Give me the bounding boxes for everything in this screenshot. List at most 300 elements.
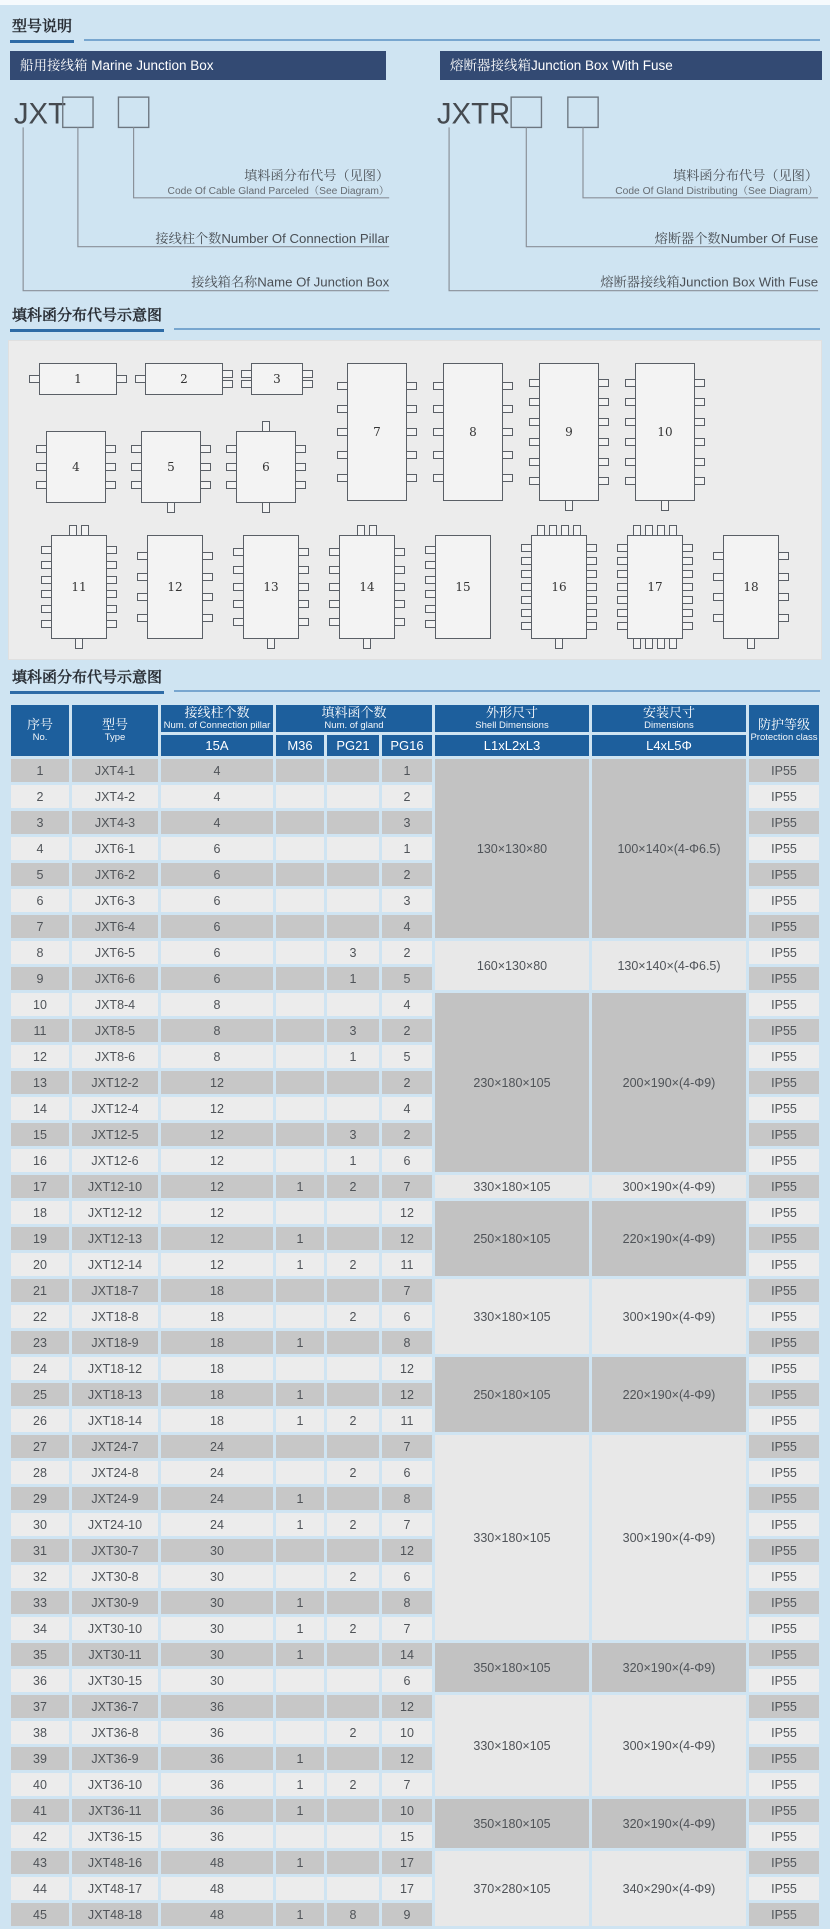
gland-tab (406, 382, 417, 390)
gland-tab (747, 638, 755, 649)
cell-protection-class: IP55 (749, 1773, 819, 1796)
cell-pg16: 9 (382, 1903, 432, 1926)
cell-protection-class: IP55 (749, 863, 819, 886)
cell-no: 45 (11, 1903, 69, 1926)
marine-junction-box-bar: 船用接线箱 Marine Junction Box (10, 51, 386, 80)
cell-protection-class: IP55 (749, 1721, 819, 1744)
cell-pg16: 17 (382, 1877, 432, 1900)
gland-tab (586, 596, 597, 604)
cell-no: 44 (11, 1877, 69, 1900)
cell-pg16: 7 (382, 1175, 432, 1198)
gland-box-row-2 (21, 421, 321, 513)
gland-tab (106, 546, 117, 554)
gland-box-15 (425, 525, 501, 649)
cell-type: JXT36-10 (72, 1773, 158, 1796)
gland-box-2 (135, 353, 233, 405)
col-header-gland: 填料函个数 Num. of gland (276, 705, 432, 732)
cell-shell-dimensions: 350×180×105 (435, 1643, 589, 1692)
gland-tab (302, 370, 313, 378)
gland-box-body: 10 (635, 363, 695, 501)
gland-tab (298, 548, 309, 556)
cell-15a: 24 (161, 1513, 273, 1536)
gland-box-body: 4 (46, 431, 106, 503)
cell-type: JXT24-8 (72, 1461, 158, 1484)
cell-15a: 30 (161, 1643, 273, 1666)
cell-shell-dimensions: 370×280×105 (435, 1851, 589, 1926)
cell-type: JXT6-2 (72, 863, 158, 886)
cell-protection-class: IP55 (749, 1851, 819, 1874)
cell-no: 6 (11, 889, 69, 912)
gland-box-body: 14 (339, 535, 395, 639)
cell-15a: 12 (161, 1201, 273, 1224)
cell-pg16: 11 (382, 1409, 432, 1432)
jxt-code-diagram (8, 80, 397, 298)
cell-15a: 6 (161, 941, 273, 964)
gland-tab (586, 622, 597, 630)
model-section-title (10, 15, 820, 43)
gland-tab (502, 451, 513, 459)
cell-protection-class: IP55 (749, 1539, 819, 1562)
cell-type: JXT6-5 (72, 941, 158, 964)
cell-15a: 36 (161, 1721, 273, 1744)
cell-shell-dimensions: 330×180×105 (435, 1175, 589, 1198)
jxtr-code-diagram (431, 80, 822, 298)
cell-pg21 (327, 759, 379, 782)
cell-pg16: 12 (382, 1357, 432, 1380)
gland-tab (694, 458, 705, 466)
cell-pg16: 6 (382, 1565, 432, 1588)
cell-type: JXT30-10 (72, 1617, 158, 1640)
cell-m36 (276, 1357, 324, 1380)
cell-m36 (276, 967, 324, 990)
cell-type: JXT30-7 (72, 1539, 158, 1562)
cell-type: JXT24-9 (72, 1487, 158, 1510)
cell-shell-dimensions: 130×130×80 (435, 759, 589, 938)
gland-tab (202, 552, 213, 560)
cell-protection-class: IP55 (749, 1071, 819, 1094)
cell-no: 23 (11, 1331, 69, 1354)
gland-tab (298, 566, 309, 574)
cell-pg21 (327, 1877, 379, 1900)
cell-pg21 (327, 915, 379, 938)
table-row (11, 759, 819, 782)
gland-tab (406, 451, 417, 459)
cell-protection-class: IP55 (749, 1799, 819, 1822)
cell-pg21 (327, 1279, 379, 1302)
cell-15a: 36 (161, 1825, 273, 1848)
cell-pg16: 14 (382, 1643, 432, 1666)
cell-m36 (276, 837, 324, 860)
pillar-count-label: 接线柱个数Number Of Connection Pillar (155, 230, 390, 246)
gland-tab (202, 614, 213, 622)
cell-mount-dimensions: 130×140×(4-Φ6.5) (592, 941, 746, 990)
gland-box-body: 7 (347, 363, 407, 501)
gland-tab (406, 428, 417, 436)
cell-m36 (276, 915, 324, 938)
gland-tab (586, 570, 597, 578)
gland-box-10 (625, 353, 705, 511)
cell-m36: 1 (276, 1513, 324, 1536)
cell-pg16: 2 (382, 785, 432, 808)
panel-header-bars (8, 51, 822, 80)
table-row (11, 993, 819, 1016)
cell-no: 13 (11, 1071, 69, 1094)
cell-pg16: 4 (382, 1097, 432, 1120)
cell-type: JXT12-5 (72, 1123, 158, 1146)
cell-no: 11 (11, 1019, 69, 1042)
gland-code-label-en: Code Of Cable Gland Parceled（See Diagram） (167, 185, 390, 197)
cell-mount-dimensions: 300×190×(4-Φ9) (592, 1435, 746, 1640)
cell-pg21 (327, 1643, 379, 1666)
gland-tab (778, 573, 789, 581)
gland-box-3 (241, 353, 313, 405)
cell-type: JXT48-17 (72, 1877, 158, 1900)
cell-m36: 1 (276, 1851, 324, 1874)
cell-m36: 1 (276, 1227, 324, 1250)
cell-pg16: 8 (382, 1331, 432, 1354)
gland-tab (298, 600, 309, 608)
gland-tab (167, 502, 175, 513)
gland-tab (222, 370, 233, 378)
jxt-code: JXT (13, 97, 66, 131)
cell-15a: 18 (161, 1279, 273, 1302)
gland-tab (106, 620, 117, 628)
cell-15a: 18 (161, 1305, 273, 1328)
cell-type: JXT4-1 (72, 759, 158, 782)
cell-m36 (276, 1149, 324, 1172)
gland-box-1 (29, 353, 127, 405)
gland-layout-diagram (8, 340, 822, 660)
gland-box-5 (131, 421, 211, 513)
cell-protection-class: IP55 (749, 1565, 819, 1588)
cell-15a: 18 (161, 1357, 273, 1380)
cell-type: JXT48-16 (72, 1851, 158, 1874)
cell-m36 (276, 1565, 324, 1588)
cell-pg21: 1 (327, 1149, 379, 1172)
cell-protection-class: IP55 (749, 1383, 819, 1406)
cell-m36 (276, 1097, 324, 1120)
title-rule (174, 328, 820, 330)
section-title-text: 型号说明 (10, 15, 74, 43)
gland-tab (586, 583, 597, 591)
cell-15a: 12 (161, 1227, 273, 1250)
cell-protection-class: IP55 (749, 1643, 819, 1666)
cell-type: JXT36-9 (72, 1747, 158, 1770)
cell-15a: 18 (161, 1409, 273, 1432)
cell-no: 38 (11, 1721, 69, 1744)
cell-type: JXT6-6 (72, 967, 158, 990)
gland-box-4 (36, 421, 116, 513)
cell-type: JXT12-2 (72, 1071, 158, 1094)
cell-pg21 (327, 1201, 379, 1224)
cell-15a: 6 (161, 837, 273, 860)
cell-pg21: 2 (327, 1513, 379, 1536)
cell-15a: 8 (161, 1019, 273, 1042)
cell-protection-class: IP55 (749, 941, 819, 964)
gland-tab (682, 570, 693, 578)
gland-tab (682, 557, 693, 565)
gland-tab (267, 638, 275, 649)
col-header-mount: 安装尺寸 Dimensions (592, 705, 746, 732)
subcol-pg21: PG21 (327, 735, 379, 756)
cell-m36: 1 (276, 1409, 324, 1432)
cell-pg21 (327, 1747, 379, 1770)
cell-pg16: 3 (382, 811, 432, 834)
cell-protection-class: IP55 (749, 1487, 819, 1510)
cell-type: JXT18-12 (72, 1357, 158, 1380)
cell-protection-class: IP55 (749, 1461, 819, 1484)
cell-mount-dimensions: 300×190×(4-Φ9) (592, 1279, 746, 1354)
cell-no: 15 (11, 1123, 69, 1146)
table-row (11, 1357, 819, 1380)
cell-no: 26 (11, 1409, 69, 1432)
gland-tab (694, 379, 705, 387)
cell-pg16: 4 (382, 915, 432, 938)
cell-15a: 30 (161, 1591, 273, 1614)
cell-no: 5 (11, 863, 69, 886)
cell-protection-class: IP55 (749, 759, 819, 782)
cell-15a: 12 (161, 1149, 273, 1172)
gland-tab (502, 474, 513, 482)
cell-shell-dimensions: 330×180×105 (435, 1435, 589, 1640)
gland-tab (295, 463, 306, 471)
cell-protection-class: IP55 (749, 1149, 819, 1172)
gland-tab (598, 398, 609, 406)
cell-15a: 48 (161, 1851, 273, 1874)
gland-code-label-zh: 填料函分布代号（见图） (673, 168, 819, 184)
gland-box-12 (137, 525, 213, 649)
cell-m36 (276, 811, 324, 834)
cell-mount-dimensions: 300×190×(4-Φ9) (592, 1175, 746, 1198)
cell-pg21: 3 (327, 1123, 379, 1146)
cell-pg16: 2 (382, 1019, 432, 1042)
cell-pg21 (327, 1591, 379, 1614)
cell-15a: 48 (161, 1877, 273, 1900)
cell-m36 (276, 1045, 324, 1068)
cell-m36 (276, 993, 324, 1016)
gland-box-body: 15 (435, 535, 491, 639)
gland-box-body: 18 (723, 535, 779, 639)
cell-15a: 6 (161, 915, 273, 938)
cell-15a: 12 (161, 1175, 273, 1198)
table-row (11, 1175, 819, 1198)
gland-tab (106, 590, 117, 598)
jxtr-code: JXTR (436, 97, 511, 131)
cell-15a: 12 (161, 1097, 273, 1120)
gland-tab (200, 481, 211, 489)
cell-15a: 36 (161, 1695, 273, 1718)
cell-m36: 1 (276, 1799, 324, 1822)
gland-box-9 (529, 353, 609, 511)
gland-tab (200, 463, 211, 471)
table-section-title (10, 666, 820, 694)
gland-tab (105, 481, 116, 489)
cell-pg21 (327, 1383, 379, 1406)
cell-no: 14 (11, 1097, 69, 1120)
title-rule (84, 39, 820, 41)
table-row (11, 1643, 819, 1666)
box-name-label: 接线箱名称Name Of Junction Box (191, 274, 390, 290)
gland-tab (598, 379, 609, 387)
gland-box-body: 1 (39, 363, 117, 395)
table-row (11, 1695, 819, 1718)
gland-tab (202, 573, 213, 581)
gland-box-body: 3 (251, 363, 303, 395)
cell-pg16: 6 (382, 1461, 432, 1484)
gland-tab (502, 382, 513, 390)
cell-pg16: 12 (382, 1695, 432, 1718)
cell-15a: 12 (161, 1123, 273, 1146)
gland-box-body: 5 (141, 431, 201, 503)
cell-pg16: 7 (382, 1513, 432, 1536)
cell-protection-class: IP55 (749, 785, 819, 808)
gland-box-row-1 (21, 353, 321, 405)
cell-m36 (276, 1123, 324, 1146)
code-digit-box (118, 97, 148, 127)
cell-no: 27 (11, 1435, 69, 1458)
cell-pg16: 12 (382, 1383, 432, 1406)
gland-tab (586, 544, 597, 552)
cell-protection-class: IP55 (749, 1591, 819, 1614)
cell-15a: 12 (161, 1253, 273, 1276)
cell-type: JXT12-12 (72, 1201, 158, 1224)
cell-type: JXT18-13 (72, 1383, 158, 1406)
cell-type: JXT36-8 (72, 1721, 158, 1744)
cell-no: 35 (11, 1643, 69, 1666)
cell-type: JXT24-10 (72, 1513, 158, 1536)
cell-protection-class: IP55 (749, 1747, 819, 1770)
col-header-no: 序号 No. (11, 705, 69, 756)
cell-protection-class: IP55 (749, 1695, 819, 1718)
cell-protection-class: IP55 (749, 915, 819, 938)
cell-type: JXT8-5 (72, 1019, 158, 1042)
gland-tab (298, 618, 309, 626)
cell-pg21 (327, 1227, 379, 1250)
cell-m36 (276, 1877, 324, 1900)
table-row (11, 941, 819, 964)
cell-m36 (276, 1539, 324, 1562)
cell-pg21 (327, 1097, 379, 1120)
cell-15a: 12 (161, 1071, 273, 1094)
cell-type: JXT36-11 (72, 1799, 158, 1822)
cell-protection-class: IP55 (749, 1669, 819, 1692)
gland-tab (645, 638, 653, 649)
gland-tab (394, 548, 405, 556)
cell-pg16: 4 (382, 993, 432, 1016)
gland-tab (661, 500, 669, 511)
cell-m36: 1 (276, 1331, 324, 1354)
cell-no: 10 (11, 993, 69, 1016)
cell-m36 (276, 889, 324, 912)
gland-tab (295, 445, 306, 453)
cell-protection-class: IP55 (749, 1825, 819, 1848)
cell-protection-class: IP55 (749, 1409, 819, 1432)
cell-pg21: 8 (327, 1903, 379, 1926)
cell-type: JXT4-3 (72, 811, 158, 834)
cell-type: JXT12-13 (72, 1227, 158, 1250)
gland-tab (598, 418, 609, 426)
cell-pg16: 12 (382, 1201, 432, 1224)
model-code-diagrams (8, 80, 822, 298)
cell-m36 (276, 1071, 324, 1094)
gland-tab (778, 593, 789, 601)
gland-tab (394, 583, 405, 591)
cell-no: 12 (11, 1045, 69, 1068)
cell-m36 (276, 1435, 324, 1458)
cell-pg21 (327, 1071, 379, 1094)
gland-tab (105, 445, 116, 453)
cell-no: 1 (11, 759, 69, 782)
cell-pg16: 8 (382, 1487, 432, 1510)
gland-tab (406, 474, 417, 482)
cell-pg21 (327, 1357, 379, 1380)
fuse-box-name-label: 熔断器接线箱Junction Box With Fuse (600, 274, 819, 290)
cell-pg21: 1 (327, 1045, 379, 1068)
cell-shell-dimensions: 160×130×80 (435, 941, 589, 990)
cell-no: 42 (11, 1825, 69, 1848)
cell-15a: 24 (161, 1435, 273, 1458)
cell-15a: 4 (161, 811, 273, 834)
cell-protection-class: IP55 (749, 1123, 819, 1146)
gland-tab (394, 600, 405, 608)
cell-15a: 48 (161, 1903, 273, 1926)
gland-box-8 (433, 353, 513, 511)
connector-line (449, 127, 818, 290)
cell-15a: 18 (161, 1331, 273, 1354)
cell-protection-class: IP55 (749, 1201, 819, 1224)
gland-box-body: 9 (539, 363, 599, 501)
cell-protection-class: IP55 (749, 1903, 819, 1926)
gland-tab (106, 576, 117, 584)
gland-tab (298, 583, 309, 591)
cell-pg16: 5 (382, 967, 432, 990)
cell-no: 20 (11, 1253, 69, 1276)
gland-box-14 (329, 525, 405, 649)
cell-m36 (276, 941, 324, 964)
cell-mount-dimensions: 220×190×(4-Φ9) (592, 1201, 746, 1276)
cell-15a: 36 (161, 1773, 273, 1796)
cell-type: JXT12-6 (72, 1149, 158, 1172)
cell-no: 16 (11, 1149, 69, 1172)
cell-pg21 (327, 1487, 379, 1510)
cell-no: 3 (11, 811, 69, 834)
cell-type: JXT6-4 (72, 915, 158, 938)
table-row (11, 1435, 819, 1458)
cell-pg21: 2 (327, 1175, 379, 1198)
cell-pg21: 2 (327, 1461, 379, 1484)
cell-no: 4 (11, 837, 69, 860)
cell-shell-dimensions: 330×180×105 (435, 1695, 589, 1796)
gland-tab (682, 544, 693, 552)
cell-pg16: 7 (382, 1773, 432, 1796)
cell-protection-class: IP55 (749, 1331, 819, 1354)
cell-15a: 8 (161, 993, 273, 1016)
cell-type: JXT30-9 (72, 1591, 158, 1614)
cell-pg16: 1 (382, 837, 432, 860)
cell-protection-class: IP55 (749, 1019, 819, 1042)
cell-pg16: 5 (382, 1045, 432, 1068)
gland-box-body: 6 (236, 431, 296, 503)
cell-type: JXT4-2 (72, 785, 158, 808)
cell-pg16: 2 (382, 1071, 432, 1094)
table-row (11, 1279, 819, 1302)
cell-pg16: 2 (382, 1123, 432, 1146)
subcol-l1l2l3: L1xL2xL3 (435, 735, 589, 756)
cell-pg21: 3 (327, 941, 379, 964)
col-header-shell: 外形尺寸 Shell Dimensions (435, 705, 589, 732)
cell-m36 (276, 1669, 324, 1692)
table-row (11, 1799, 819, 1822)
